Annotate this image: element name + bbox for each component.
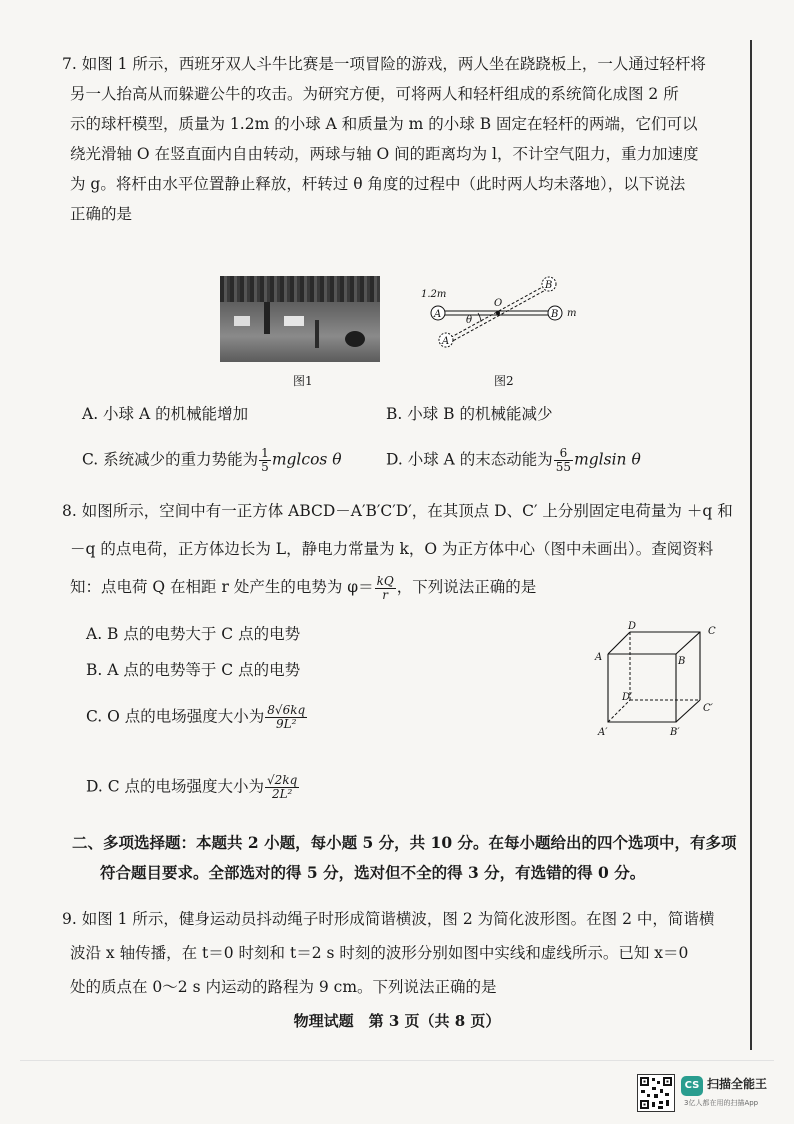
q8-option-a: A. B 点的电势大于 C 点的电势 — [86, 625, 301, 643]
scanner-tagline: 3亿人都在用的扫描App — [684, 1099, 759, 1107]
figure-2-diagram — [418, 270, 588, 355]
q7-option-c-fraction — [259, 447, 271, 474]
q8-option-d-fraction — [265, 774, 299, 801]
section-2-heading — [72, 828, 742, 888]
q8-line3 — [70, 572, 742, 602]
q7-option-d-fraction — [554, 447, 573, 474]
fig2-mass-b: m — [567, 308, 577, 319]
q8-option-d-prefix: D. C 点的电场强度大小为 — [86, 777, 265, 796]
figure-1-caption: 图1 — [293, 374, 313, 388]
q7-option-b: B. 小球 B 的机械能减少 — [386, 405, 553, 423]
q8-line3-suffix: ，下列说法正确的是 — [396, 578, 537, 596]
q7-option-c-suffix: mglcos θ — [271, 450, 342, 469]
cube-label-d: D — [628, 621, 637, 632]
q7-line3: 示的球杆模型，质量为 1.2m 的小球 A 和质量为 m 的小球 B 固定在轻杆的两端，它们可以 — [70, 115, 698, 133]
fig2-label-a-rotated: A — [442, 336, 450, 347]
q8-line3-prefix: 知：点电荷 Q 在相距 r 处产生的电势为 φ＝ — [70, 578, 374, 596]
section-2-line2: 符合题目要求。全部选对的得 5 分，选对但不全的得 3 分，有选错的得 0 分。 — [100, 863, 646, 882]
page-footer: 物理试题 第 3 页（共 8 页） — [293, 1012, 501, 1030]
q7-option-c-num: 1 — [261, 446, 269, 460]
q9-line3: 处的质点在 0～2 s 内运动的路程为 9 cm。下列说法正确的是 — [70, 978, 497, 996]
cube-label-d1: D′ — [622, 692, 633, 703]
q7-option-d-num: 6 — [554, 447, 573, 461]
q7-option-d-suffix: mglsin θ — [574, 450, 641, 469]
q7-option-c — [82, 447, 342, 474]
q8-line1: 8. 如图所示，空间中有一正方体 ABCD－A′B′C′D′，在其顶点 D、C′ 上分别固定电荷量为 ＋q 和 — [62, 502, 733, 520]
q8-option-b: B. A 点的电势等于 C 点的电势 — [86, 661, 301, 679]
fig2-label-o: O — [494, 298, 503, 309]
question-7 — [62, 49, 742, 229]
q7-option-c-den: 5 — [261, 460, 269, 474]
figure-2-caption: 图2 — [494, 374, 514, 388]
q8-option-d — [86, 774, 300, 801]
question-9 — [62, 904, 742, 1002]
q8-option-c-den: 9L² — [276, 717, 297, 731]
q7-option-d — [386, 447, 641, 474]
q7-line2: 另一人抬高从而躲避公牛的攻击。为研究方便，可将两人和轻杆组成的系统简化成图 2 所 — [70, 85, 679, 103]
q8-option-c-prefix: C. O 点的电场强度大小为 — [86, 707, 265, 726]
cube-label-a1: A′ — [598, 727, 608, 738]
fig2-label-b: B — [551, 309, 559, 320]
q9-line1: 9. 如图 1 所示，健身运动员抖动绳子时形成简谐横波，图 2 为简化波形图。在图 2 中，简谐横 — [62, 910, 715, 928]
cube-diagram — [590, 618, 730, 740]
cube-label-c: C — [708, 626, 716, 637]
cube-label-a: A — [595, 652, 603, 663]
scanner-logo: CS — [681, 1076, 703, 1096]
q8-option-d-num: √2kq — [267, 773, 298, 787]
q8-line2: －q 的点电荷，正方体边长为 L，静电力常量为 k，O 为正方体中心（图中未画出）。查阅资料 — [70, 540, 714, 558]
fig2-label-b-rotated: B — [545, 280, 553, 291]
q8-option-c-fraction — [265, 704, 307, 731]
q7-line4: 绕光滑轴 O 在竖直面内自由转动，两球与轴 O 间的距离均为 l，不计空气阻力，重力加速度 — [70, 145, 699, 163]
q8-option-d-den: 2L² — [271, 787, 293, 801]
qr-code-icon — [637, 1074, 675, 1112]
section-2-line1: 二、多项选择题：本题共 2 小题，每小题 5 分，共 10 分。在每小题给出的四个选项中，有多项 — [72, 833, 737, 852]
question-8 — [62, 496, 742, 602]
q7-option-c-prefix: C. 系统减少的重力势能为 — [82, 450, 259, 469]
q7-line1: 7. 如图 1 所示，西班牙双人斗牛比赛是一项冒险的游戏，两人坐在跷跷板上，一人通过轻杆将 — [62, 55, 706, 73]
q7-line6: 正确的是 — [70, 205, 133, 223]
bottom-rule — [20, 1060, 774, 1061]
q8-potential-den: r — [382, 587, 389, 602]
fig2-mass-a: 1.2m — [421, 289, 447, 300]
scanner-name: 扫描全能王 — [707, 1077, 768, 1091]
q9-line2: 波沿 x 轴传播，在 t＝0 时刻和 t＝2 s 时刻的波形分别如图中实线和虚线所示。已知 x＝0 — [70, 944, 689, 962]
q8-potential-num: kQ — [376, 573, 394, 588]
q7-line5: 为 g。将杆由水平位置静止释放，杆转过 θ 角度的过程中（此时两人均未落地），以下说法 — [70, 175, 686, 193]
q7-option-a: A. 小球 A 的机械能增加 — [82, 405, 249, 423]
cube-label-c1: C′ — [703, 703, 713, 714]
cube-label-b1: B′ — [670, 727, 680, 738]
q7-option-d-prefix: D. 小球 A 的末态动能为 — [386, 450, 553, 469]
fig2-label-a: A — [434, 309, 442, 320]
figure-1-photo — [220, 276, 380, 362]
q8-potential-fraction — [375, 575, 396, 602]
q8-option-c — [86, 704, 308, 731]
page-border — [750, 40, 752, 1050]
cube-label-b: B — [678, 656, 686, 667]
q7-option-d-den: 55 — [555, 460, 572, 474]
q8-option-c-num: 8√6kq — [267, 703, 306, 717]
fig2-label-theta: θ — [466, 315, 473, 326]
